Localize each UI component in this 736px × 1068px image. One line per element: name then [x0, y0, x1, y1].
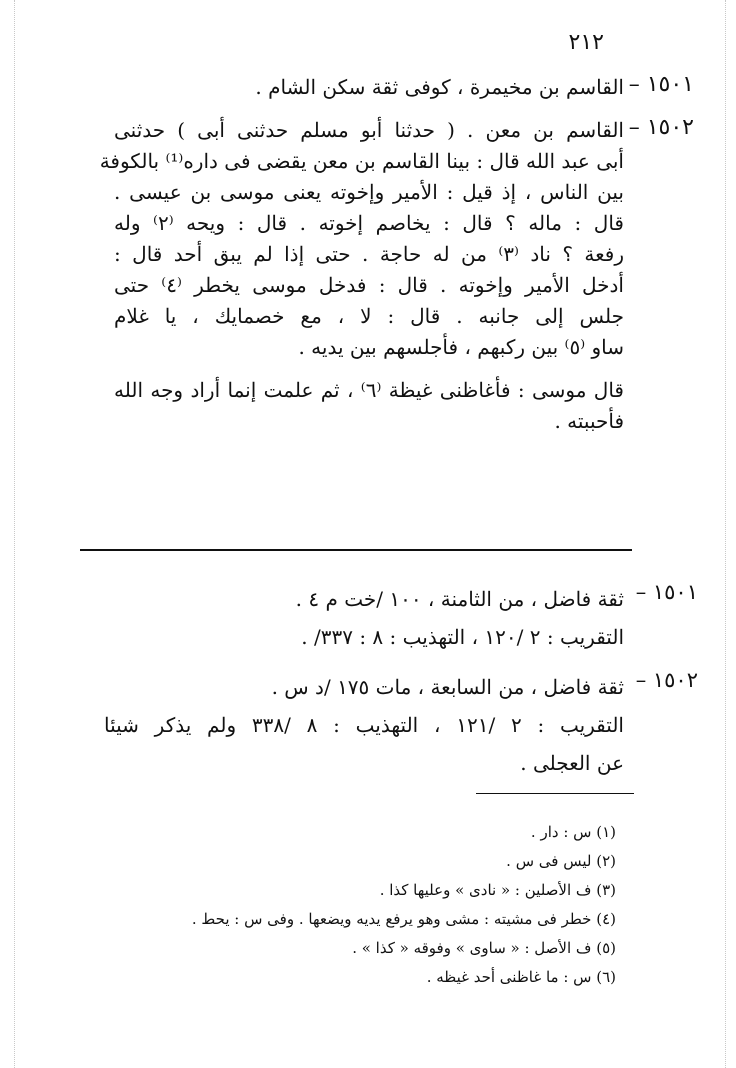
footnote-item: (٦) س : ما غاظنى أحد غيظه . [426, 968, 616, 986]
text-line: جلس إلى جانبه . قال : لا ، مع خصمايك ، يا غلام [114, 304, 624, 328]
text-line: القاسم بن معن . ( حدثنا أبو مسلم حدثنى أبى ) حدثنى [114, 118, 624, 142]
margin-guide-left [14, 0, 15, 1068]
spacer [114, 103, 624, 115]
note-line: التقريب : ٢ /١٢١ ، التهذيب : ٨ /٣٣٨ ولم يذكر شيئا [104, 713, 624, 737]
text-line: ساو ⁽٥⁾ بين ركبهم ، فأجلسهم بين يديه . [298, 335, 624, 359]
footnotes [56, 818, 616, 992]
text-line: فأحببته . [554, 409, 624, 433]
text-line: رفعة ؟ ناد ⁽٣⁾ من له حاجة . حتى إذا لم يبق أحد قال : [114, 242, 624, 266]
spacer [114, 363, 624, 375]
entry-number: ١٥٠٢ – [628, 115, 694, 140]
footnote-item: (٢) ليس فى س . [506, 852, 616, 870]
commentary-notes [104, 580, 698, 794]
note-1502 [104, 668, 698, 782]
note-line: عن العجلى . [520, 751, 624, 775]
note-line: ثقة فاضل ، من الثامنة ، ١٠٠ /خت م ٤ . [295, 587, 624, 611]
text-line: أبى عبد الله قال : بينا القاسم بن معن يقضى فى داره⁽¹⁾ بالكوفة [99, 149, 624, 173]
text-line: قال موسى : فأغاظنى غيظة ⁽٦⁾ ، ثم علمت إنما أراد وجه الله [114, 378, 624, 402]
page-number: ٢١٢ [568, 30, 604, 55]
footnote-item: (٣) ف الأصلين : « نادى » وعليها كذا . [379, 881, 616, 899]
entry-lines [114, 72, 624, 103]
note-number: ١٥٠١ – [635, 580, 698, 604]
footnote-item: (١) س : دار . [530, 823, 616, 841]
entry-number: ١٥٠١ – [628, 72, 694, 97]
note-line: التقريب : ٢ /١٢٠ ، التهذيب : ٨ : ٣٣٧/ . [301, 625, 624, 649]
note-number: ١٥٠٢ – [635, 668, 698, 692]
footnote-item: (٤) خطر فى مشيته : مشى وهو يرفع يديه ويضعها . وفى س : يحط . [191, 910, 616, 928]
text-line: أدخل الأمير وإخوته . قال : فدخل موسى يخطر ⁽٤⁾ حتى [114, 273, 624, 297]
note-line: ثقة فاضل ، من السابعة ، مات ١٧٥ /د س . [271, 675, 624, 699]
section-divider [80, 549, 632, 551]
entry-lines [99, 115, 624, 363]
footnote-item: (٥) ف الأصل : « ساوى » وفوقه « كذا » . [352, 939, 616, 957]
footnote-divider [476, 793, 634, 794]
text-line: بين الناس ، إذ قيل : الأمير وإخوته يعنى موسى بن عيسى . [114, 180, 624, 204]
margin-guide-right [725, 0, 726, 1068]
entry-continuation [114, 375, 624, 437]
text-line: القاسم بن مخيمرة ، كوفى ثقة سكن الشام . [255, 75, 624, 99]
text-line: قال : ماله ؟ قال : يخاصم إخوته . قال : ويحه ⁽٢⁾ وله [114, 211, 624, 235]
entry-1502 [99, 115, 694, 437]
main-text [99, 72, 694, 437]
note-1501 [104, 580, 698, 656]
entry-1501 [114, 72, 694, 103]
